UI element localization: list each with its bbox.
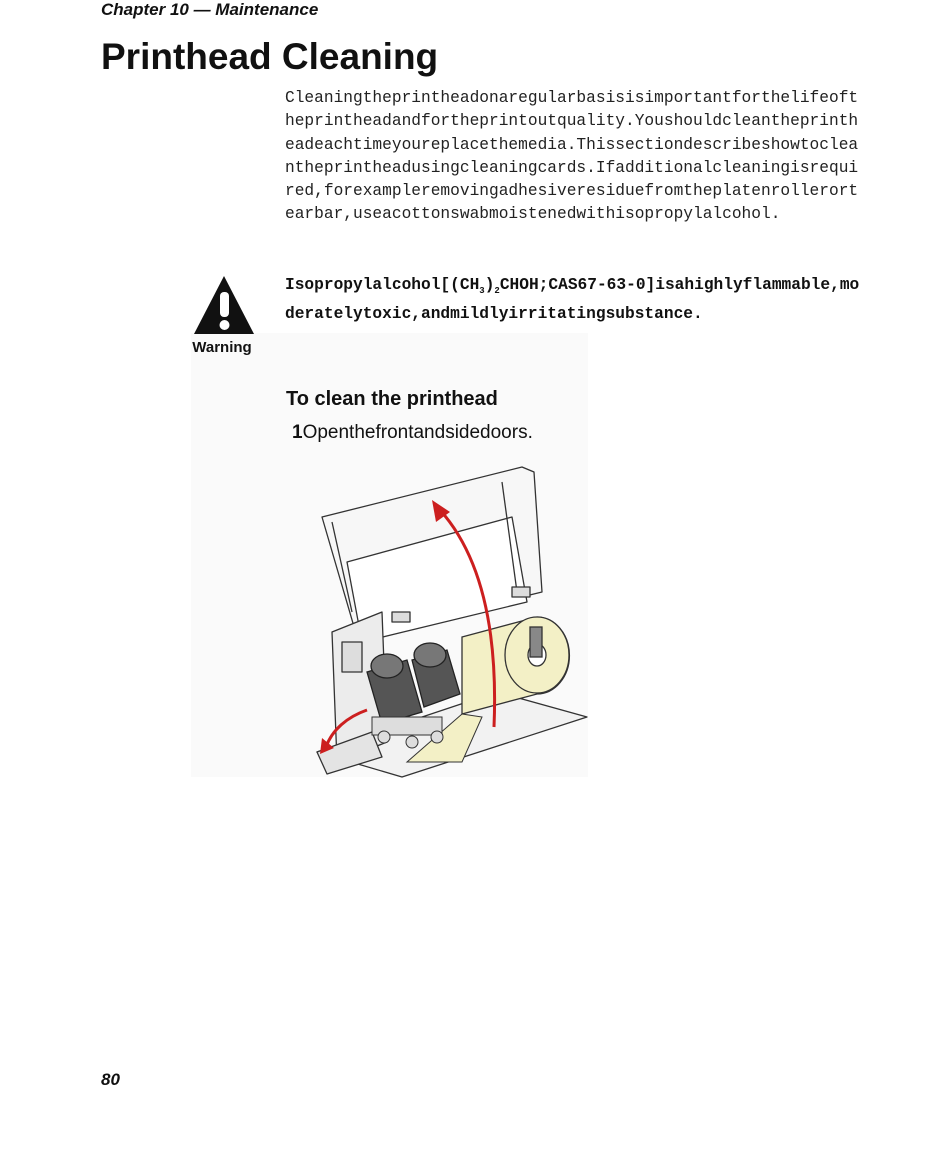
page-number: 80 bbox=[101, 1070, 120, 1089]
chapter-header: Chapter 10 — Maintenance bbox=[101, 0, 319, 19]
page-title: Printhead Cleaning bbox=[101, 36, 439, 77]
warning-label: Warning bbox=[192, 339, 252, 356]
warning-text: $Isopropylalcohol[(CH_3)_2CHOH;CAS67-63-0]isahighlyflammable,moderatelytoxic,andmildlyirritatingsubstance$. bbox=[285, 276, 860, 324]
step-number: 1 bbox=[292, 422, 303, 443]
step-text: Openthefrontandsidedoors. bbox=[302, 422, 533, 443]
printer-illustration bbox=[312, 462, 588, 778]
procedure-step bbox=[292, 422, 533, 444]
procedure-heading: To clean the printhead bbox=[286, 388, 498, 410]
warning-icon bbox=[191, 274, 257, 360]
body-paragraph: Cleaningtheprintheadonaregularbasisisimportantforthelifeoftheprintheadandfortheprintoutquality.Youshouldcleantheprintheadeachtimeyoureplacethemedia.Thissectiondescribeshowtocleantheprintheadusingcleaningcards.Ifadditionalcleaningisrequired,forexampleremovingadhesiveresiduefromtheplatenrollerortearbar,useacottonswabmoistenedwithisopropylalcohol. bbox=[285, 89, 859, 224]
